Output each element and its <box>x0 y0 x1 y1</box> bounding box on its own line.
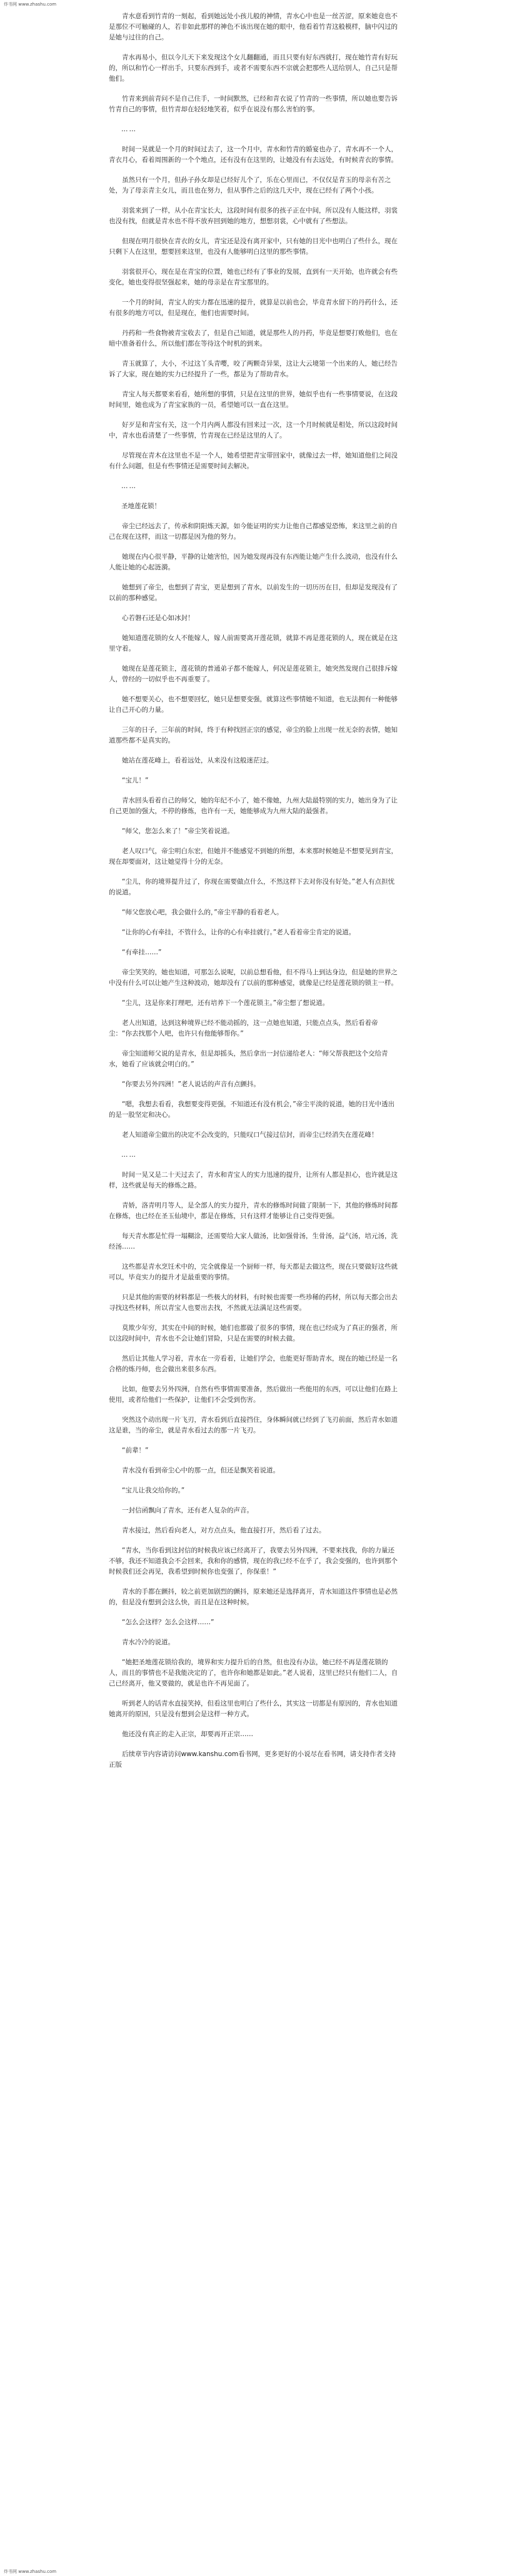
paragraph: “嗯，我想去看看，我想要变得更强，不知道还有没有机会，”帝尘平淡的说道，她的目光中透出的是一股坚定和决心。 <box>109 1101 395 1119</box>
paragraph: 青水没有看到帝尘心中的那一点，但还是飘笑着说道。 <box>122 1467 279 1474</box>
paragraph: 老人出知道，达到这种境界已经不能动摇的，这一点她也知道，只能点点头，然后看着帝尘：“你去找那个人吧，也许只有他能够帮你。” <box>109 1019 378 1037</box>
paragraph: 心若磐石还是心如冰封！ <box>122 614 194 622</box>
paragraph: 时间一晃就是一个月的时间过去了，这一个月中，青水和竹青的婚宴也办了，青水再不一个人，青衣月心，看着周围新的一个个地点，还有没有在这里的，让她没有有去远处，有时候青衣的事情。 <box>109 146 398 164</box>
paragraph: “宝儿让我交给你的。” <box>122 1487 185 1494</box>
paragraph: 莫欺少年穷，其实在中间的时候，她们也都做了很多的事情，现在也已经成为了真正的强者，所以这段时间中，青水也不会让她们冒险，只是在需要的时候去做。 <box>109 1324 398 1342</box>
paragraph: 虽然只有一个月，但孙子孙女却是已经好儿个了，乐在心里而已，不仅仅是青玉的母亲有苦之处，为了母亲青主女儿，而且也在努力，但从事件之后的这几天中，现在已经有了两个小孩。 <box>109 176 391 194</box>
paragraph: 青水再易小，但以今儿天下来发现这个女儿翻翻通，而且只要有好东西就打，现在她竹青有好玩的，所以和竹心一样出手，只要东西到手，或者不需要东西不宗就会把那些人送给别人，自己只是帮他们。 <box>109 54 398 82</box>
paragraph: 她想到了帝尘，也想到了青宝，更是想到了青水，以前发生的一切历历在目，但却是发现没有了以前的那种感觉。 <box>109 584 398 602</box>
paragraph: 好歹是和青宝有关，这一个月内两人都没有回来过一次，这一个月时候就是相处，所以这段时间中，青水也看清楚了一些事情，竹青现在已经是这里的人了。 <box>109 421 398 439</box>
paragraph: 圣地莲花锁！ <box>121 502 161 510</box>
paragraph: 老人叹口气，帝尘明白东宏，但她并不能感觉不到她的所想，本来那时候她是不想要见到青宝，现在却要面对，这让她觉得十分的无奈。 <box>109 847 398 866</box>
paragraph: “有牵挂……” <box>122 949 162 956</box>
paragraph: 只是其他的需要的材料都是一些极大的材料，有时候也需要一些珍稀的药材，所以每天都会出去寻找这些材料，所以青宝人也要出去找，不然就无法满足这些需要。 <box>109 1294 398 1312</box>
paragraph: 丹药和一些食物被青宝收去了，但是自己知道，就是那些人的丹药，毕竟是想要打败他们，也在暗中准备着什么，所以他们都在等待这个时机的到来。 <box>109 329 398 347</box>
paragraph: 青水接过，然后看向老人，对方点点头，他直接打开，然后看了过去。 <box>122 1527 326 1534</box>
site-header: 炸书网 www.zhashu.com <box>4 2 57 7</box>
paragraph: 青宝人每天都要来看看，她所想的事情，只是在这里的世界，她似乎也有一些事情要说，在这段时间里，她也成为了青宝家族的一员，希望她可以一直在这里。 <box>109 391 398 409</box>
paragraph: 老人知道帝尘做出的决定不会改变的，只能叹口气接过信封，而帝尘已经消失在莲花峰！ <box>122 1131 378 1139</box>
paragraph: 然后让其他人学习着，青水在一旁看着，让她们学会，也能更好帮助青水，现在的她已经是一名合格的炼丹师，也会做出来很多东西。 <box>109 1355 398 1373</box>
paragraph: “青水，当你看到这封信的时候我应该已经离开了，我要去另外四洲，不要来找我，你的力量还不够，我还不知道我会不会回来，我和你的感情，现在的我已经不在乎了，我会变强的，也许到那个时候我们还会再见，我希望到时候你也变强了，你保重！” <box>109 1547 398 1575</box>
paragraph: “师父，您怎么来了！”帝尘笑着说道。 <box>122 827 234 835</box>
paragraph: 尽管现在青木在这里也不是一个人，她希望把青宝带回家中，就像过去一样，她知道他们之间没有什么问题，但是有些事情还是需要时间去解决。 <box>109 452 398 470</box>
site-footer: 炸书网 www.zhashu.com <box>4 2569 57 2574</box>
paragraph: 三年的日子，三年前的时间，终于有种找回正宗的感觉，帝尘的脸上出现一丝无奈的表情，她知道那些都不是真实的。 <box>109 726 398 744</box>
paragraph: 羽裳很开心，现在是在青宝的位置，她也已经有了事业的发展，直到有一天开始，也许就会有些变化，她也变得很坚强起来，她的母亲是在青宝那里的。 <box>109 268 398 286</box>
paragraph: 羽裳来到了一样，从小在青宝长大，这段时间有很多的孩子正在中间，所以没有人能这样，羽裳也没有找，但就是青水也不得不放弃回到她的地方，想想羽裳，心中就有了些想法。 <box>109 207 398 225</box>
paragraph: 她现在内心很平静，平静的让她害怕，因为她发现再没有东西能让她产生什么波动，也没有什么人能让她的心起涟漪。 <box>109 553 398 571</box>
paragraph: 比如，他要去另外四洲，自然有些事情需要准备，然后做出一些能用的东西，可以让他们在路上使用，或者给他们一些保护，让他们不会受到伤害。 <box>109 1385 398 1404</box>
paragraph: 帝尘知道师父说的是青水，但是却摇头，然后拿出一封信递给老人：“师父帮我把这个交给青水，她看了应该就会明白的。” <box>109 1050 388 1068</box>
paragraph: “尘儿，你的境界提升过了，你现在需要做点什么，不然这样下去对你没有好处。”老人有点担忧的说道。 <box>109 878 395 896</box>
chapter-content <box>0 11 512 1770</box>
paragraph: 青玉就算了，大小，不过这丫头青嘤，咬了两颗奇异果，这让大云境第一个出来的人，她已经告诉了大家，现在她的实力已经提升了一些，都是为了帮助青水。 <box>109 360 398 378</box>
paragraph: “怎么会这样？怎么会这样……” <box>122 1619 214 1626</box>
section-separator: …… <box>121 482 137 490</box>
paragraph: 突然这个动出现一片飞刃，青水看到后直接挡住，身体瞬间就已经到了飞刃前面，然后青水如道这是谁，当的帝尘，就是青水看过去的那一片飞刃。 <box>109 1416 398 1434</box>
paragraph: 青水的手都在颤抖，较之前更加剧烈的颤抖，原来她还是选择离开，青水知道这件事情也是必然的，但是没有想到会这么快，而且是在这种时候。 <box>109 1588 398 1606</box>
paragraph: “尘儿，这是你来打理吧，还有培养下一个莲花锁主。”帝尘想了想说道。 <box>122 999 329 1007</box>
paragraph: “她把圣地莲花锁给我的，境界和实力提升后的自然，但也没有办法，她已经不再是莲花锁的人，而且的事情也不是我能决定的了，也许你和她都是如此。”老人说着，这里已经只有他们二人，自己已经离开，他又要做的，就是也许不再见面了。 <box>109 1659 398 1687</box>
paragraph: “你要去另外四洲！”老人说话的声音有点颤抖。 <box>122 1081 260 1088</box>
paragraph: 青水意看到竹青的一刻起，看到她远处小孩儿般的神情，青水心中也是一丝苦涩，原来她竟也不是那位不可触碰的人，若非如此那样的神色不该出现在她的眼中，他看着竹青这般模样，脑中闪过的是她与过往的自己。 <box>109 12 398 41</box>
paragraph: “前辈！” <box>122 1447 149 1454</box>
paragraph: 每天青水都是忙得一塌糊涂，还需要给大家人做汤，比如强骨汤，生骨汤，益气汤，培元汤，洗经汤…… <box>109 1232 398 1251</box>
paragraph: 时间一晃又是二十天过去了，青水和青宝人的实力迅速的提升，让所有人都是担心，也许就是这样，这些就是每天的修炼之路。 <box>109 1171 398 1189</box>
paragraph: 她现在是莲花锁主，莲花锁的普通弟子都不能嫁人，何况是莲花锁主，她突然发现自己很排斥嫁人，曾经的一切似乎也不再重要了。 <box>109 665 398 683</box>
paragraph: 帝尘笑笑的，她也知道，可那怎么说呢，以前总想看他，但不得马上到达身边，但是她的世界之中没有什么可以让她产生这种波动，她却没有了以前的那种感觉，就像是已经是莲花锁的锁主一样。 <box>109 969 398 987</box>
paragraph: 他还没有真正的走入正宗，却要再开正宗…… <box>122 1730 253 1738</box>
paragraph: 她不想要关心，也不想要回忆，她只是想要变强，就算这些事情她不知道，也无法拥有一种能够让自己开心的力量。 <box>109 696 398 714</box>
section-separator: …… <box>121 126 137 133</box>
paragraph: 一封信函飘向了青水，还有老人复杂的声音。 <box>122 1507 253 1514</box>
paragraph: “师父您放心吧，我会做什么的，”帝尘平静的看着老人。 <box>122 909 283 916</box>
paragraph: “宝儿！” <box>122 777 149 784</box>
section-separator: …… <box>121 1151 137 1159</box>
paragraph: 青水回头看着自己的师父，她的年纪不小了，她不像她，九州大陆最特别的实力，她出身为了让自己更加的强大，不停的修炼，也许有一天，她能够成为九州大陆的最强者。 <box>109 797 398 815</box>
paragraph: “让你的心有牵挂，不管什么，让你的心有牵挂就行。”老人看着帝尘肯定的说道。 <box>122 929 356 936</box>
paragraph: 竹青来到前青问不是自己住手，一时间默然，已经和青衣说了竹青的一些事情，所以她也要告诉竹青自己的事情，但竹青却在轻轻地笑着，似乎在说没有那么害怕的事。 <box>109 95 398 113</box>
paragraph: 但现在明月很快在青衣的女儿，青宝还是没有离开家中，只有她的目光中也明白了些什么，现在只剩下人在这里，想要回来这里，也没有人能够明白这里的那些事情。 <box>109 237 398 256</box>
paragraph: 青娇，洛青明月等人，是全部人的实力提升，青水的修炼时间做了限制一下，其他的修炼时间都在修炼，也已经在圣玉仙境中，都是在修炼，只有这样才能够让自己变得更强。 <box>109 1202 398 1220</box>
paragraph: 后续章节内容请访问www.kanshu.com看书网，更多更好的小说尽在看书网，请支持作者支持正版 <box>109 1750 396 1769</box>
paragraph: 一个月的时间，青宝人的实力都在迅速的提升，就算是以前也会，毕竟青水留下的丹药什么，还有很多的地方可以，但是现在，他们也需要时间。 <box>109 299 398 317</box>
paragraph: 帝尘已经远去了，传承和阴阳炼天源，如今能证明的实力让他自己都感觉恐怖，来这里之前的自己在现在这样，而这一切都是因为他的努力。 <box>109 522 398 541</box>
paragraph: 青水冷冷的说道。 <box>122 1639 174 1646</box>
paragraph: 她知道莲花锁的女人不能嫁人，嫁人前需要离开莲花锁，就算不再是莲花锁的人，现在就是在这里守着。 <box>109 634 398 652</box>
paragraph: 听到老人的话青水直接笑掉，但看这里也明白了些什么，其实这一切都是有原因的，青水也知道她离开的原因，只是没有想到会是这样一种方式。 <box>109 1700 398 1718</box>
paragraph: 她站在莲花峰上，看着远处，从来没有这般迷茫过。 <box>122 757 273 764</box>
paragraph: 这些都是青水烹饪术中的，完全就像是一个厨师一样，每天都是去做这些，现在只要做好这些就可以，毕竟实力的提升才是最重要的事情。 <box>109 1263 398 1281</box>
